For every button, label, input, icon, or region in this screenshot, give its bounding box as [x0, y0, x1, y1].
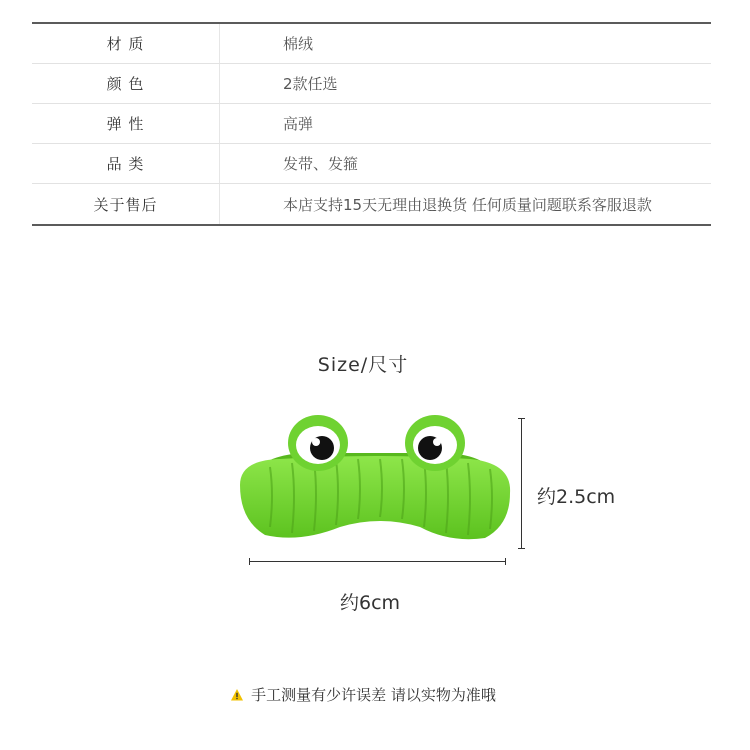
right-eye — [405, 415, 465, 471]
spec-label: 关于售后 — [32, 184, 220, 224]
measurement-notice — [0, 684, 726, 705]
spec-label: 颜 色 — [32, 64, 220, 103]
height-label: 约2.5cm — [537, 486, 616, 508]
spec-row-elasticity — [32, 104, 711, 144]
spec-label: 材 质 — [32, 24, 220, 63]
spec-value: 棉绒 — [283, 35, 314, 53]
warning-icon — [230, 688, 244, 702]
spec-value: 2款任选 — [283, 75, 338, 93]
width-label: 约6cm — [340, 592, 401, 614]
spec-row-material — [32, 24, 711, 64]
spec-table — [32, 22, 711, 226]
spec-value: 本店支持15天无理由退换货 任何质量问题联系客服退款 — [283, 195, 652, 214]
frog-headband-image — [230, 405, 520, 555]
spec-row-after-sales — [32, 184, 711, 224]
spec-row-color — [32, 64, 711, 104]
width-dimension-line — [249, 561, 506, 562]
spec-value: 高弹 — [283, 115, 314, 133]
spec-label: 品 类 — [32, 144, 220, 183]
left-eye — [288, 415, 348, 471]
spec-row-category — [32, 144, 711, 184]
spec-value: 发带、发箍 — [283, 155, 359, 173]
height-dimension-line — [521, 418, 522, 549]
notice-text: 手工测量有少许误差 请以实物为准哦 — [251, 686, 496, 704]
spec-label: 弹 性 — [32, 104, 220, 143]
size-title: Size/尺寸 — [317, 354, 409, 376]
